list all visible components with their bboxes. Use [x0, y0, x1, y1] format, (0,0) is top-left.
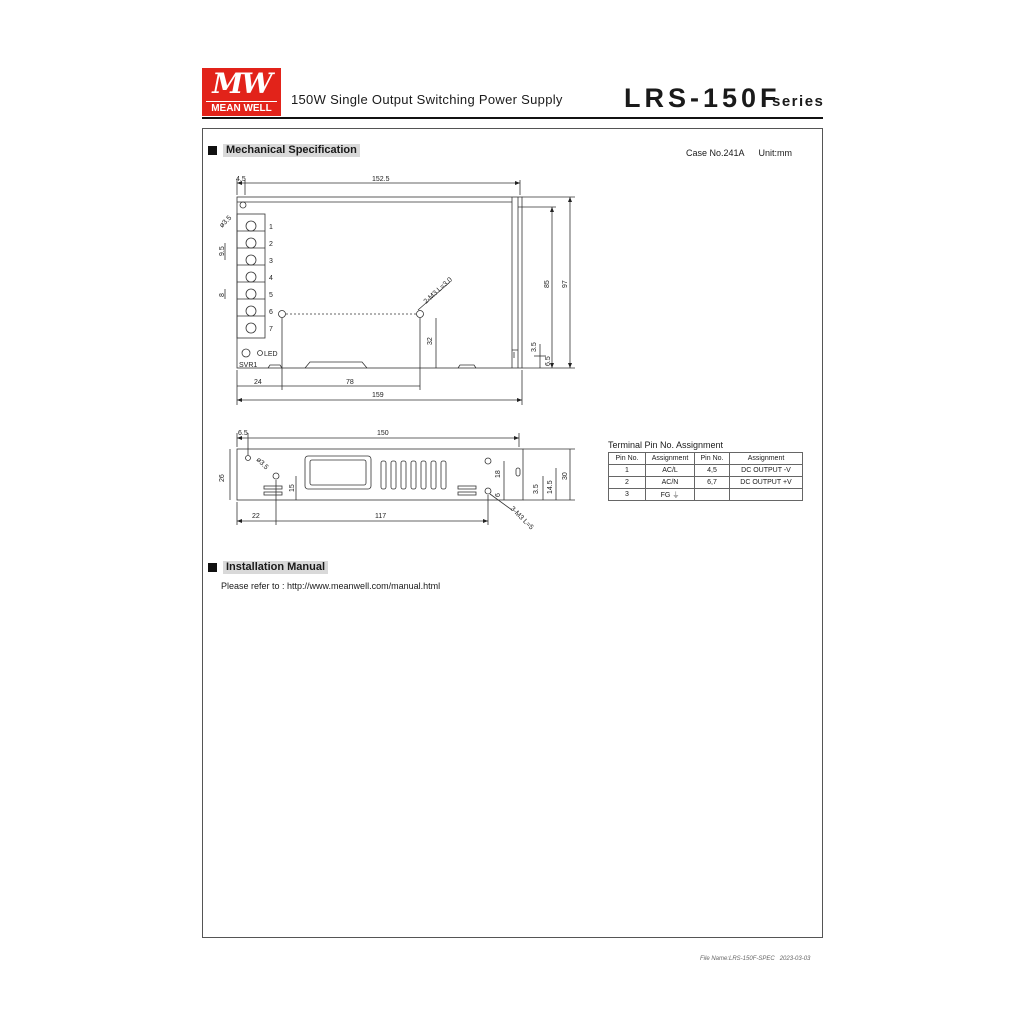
dim-side-30: 30: [562, 472, 569, 480]
table-row: [609, 465, 803, 477]
table-cell: 3: [609, 489, 646, 501]
table-cell: DC OUTPUT -V: [730, 465, 803, 477]
terminal-number: 1: [269, 224, 273, 231]
top-view-drawing: [216, 170, 586, 410]
table-cell: AC/N: [646, 477, 695, 489]
dim-hole-diameter: ø3.5: [218, 214, 234, 230]
dim-side-14-5: 14.5: [547, 480, 554, 494]
terminal-number: 4: [269, 275, 273, 282]
column-header: Pin No.: [609, 453, 646, 465]
section-title: Installation Manual: [223, 561, 328, 574]
table-header-row: [609, 453, 803, 465]
terminal-number: 7: [269, 326, 273, 333]
table-row: [609, 489, 803, 501]
pin-assignment-table: [608, 452, 803, 501]
led-label: LED: [264, 351, 278, 358]
dim-hole-spacing: 78: [346, 379, 354, 386]
top-view-chassis: [237, 197, 522, 368]
terminal-number: 6: [269, 309, 273, 316]
model-number: LRS-150F: [624, 83, 781, 113]
section-title: Mechanical Specification: [223, 144, 360, 157]
product-subtitle: 150W Single Output Switching Power Supply: [291, 92, 563, 107]
dim-screw-spec: 2-M3 L=3.0: [422, 276, 454, 306]
column-header: Assignment: [730, 453, 803, 465]
terminal-number: 5: [269, 292, 273, 299]
dim-side-15: 15: [289, 484, 296, 492]
label-window: [305, 456, 371, 489]
side-view-drawing: [214, 425, 586, 533]
manual-reference: Please refer to : http://www.meanwell.com/manual.html: [221, 581, 441, 591]
dim-side-left-offset: 6.5: [238, 430, 248, 437]
svr-label: SVR1: [239, 362, 258, 369]
dim-side-18: 18: [495, 470, 502, 478]
table-cell: 1: [609, 465, 646, 477]
dim-side-hole-diameter: ø3.5: [254, 456, 270, 472]
dim-side-3-5: 3.5: [533, 484, 540, 494]
series-label: series: [772, 93, 825, 110]
dim-terminal-width: 8: [219, 293, 226, 297]
table-row: [609, 477, 803, 489]
table-cell: [695, 489, 730, 501]
header-rule: [202, 117, 823, 119]
mount-hole-left: [279, 311, 286, 318]
column-header: Pin No.: [695, 453, 730, 465]
dim-inner-width: 152.5: [372, 176, 390, 183]
dim-total-width: 159: [372, 392, 384, 399]
led-indicator: [258, 351, 263, 356]
table-cell: [730, 489, 803, 501]
case-info: [686, 148, 792, 158]
file-date: 2023-03-03: [779, 956, 811, 962]
dim-side-length: 150: [377, 430, 389, 437]
dim-pitch: 9.5: [219, 246, 226, 256]
section-heading-mechanical: [208, 142, 360, 156]
logo-mark: MW: [212, 67, 271, 100]
dim-side-to-hole: 22: [252, 513, 260, 520]
dim-left-offset: 4.5: [236, 176, 246, 183]
table-cell: DC OUTPUT +V: [730, 477, 803, 489]
dim-side-screw-spec: 3-M3 L=5: [508, 505, 535, 532]
mount-hole-right: [417, 311, 424, 318]
dim-to-hole: 24: [254, 379, 262, 386]
section-heading-installation: [208, 559, 328, 573]
terminal-number: 2: [269, 241, 273, 248]
file-name: File Name:LRS-150F-SPEC: [700, 956, 775, 962]
column-header: Assignment: [646, 453, 695, 465]
table-cell: 2: [609, 477, 646, 489]
dim-total-height: 97: [562, 280, 569, 288]
unit-label: Unit:mm: [758, 148, 793, 158]
bullet-square: [208, 563, 217, 572]
dim-side-height: 26: [219, 474, 226, 482]
pin-table-title: Terminal Pin No. Assignment: [608, 440, 724, 450]
dim-inner-height: 85: [544, 280, 551, 288]
dim-side-hole-spacing: 117: [375, 513, 387, 520]
table-cell: FG ⏚: [646, 489, 695, 501]
dim-small-a: 3.5: [531, 342, 538, 352]
dim-small-b: 6.5: [545, 356, 552, 366]
dim-side-6: 6: [495, 493, 502, 497]
mount-hole: [240, 202, 246, 208]
footer-file-info: [700, 956, 810, 962]
table-cell: 6,7: [695, 477, 730, 489]
bullet-square: [208, 146, 217, 155]
terminal-number: 3: [269, 258, 273, 265]
logo-text: MEAN WELL: [206, 101, 277, 114]
table-cell: 4,5: [695, 465, 730, 477]
case-number: Case No.241A: [686, 148, 745, 158]
dim-hole-height: 32: [427, 337, 434, 345]
table-cell: AC/L: [646, 465, 695, 477]
terminal-block: [237, 214, 265, 338]
svr-knob: [242, 349, 250, 357]
mean-well-logo: [202, 68, 281, 116]
